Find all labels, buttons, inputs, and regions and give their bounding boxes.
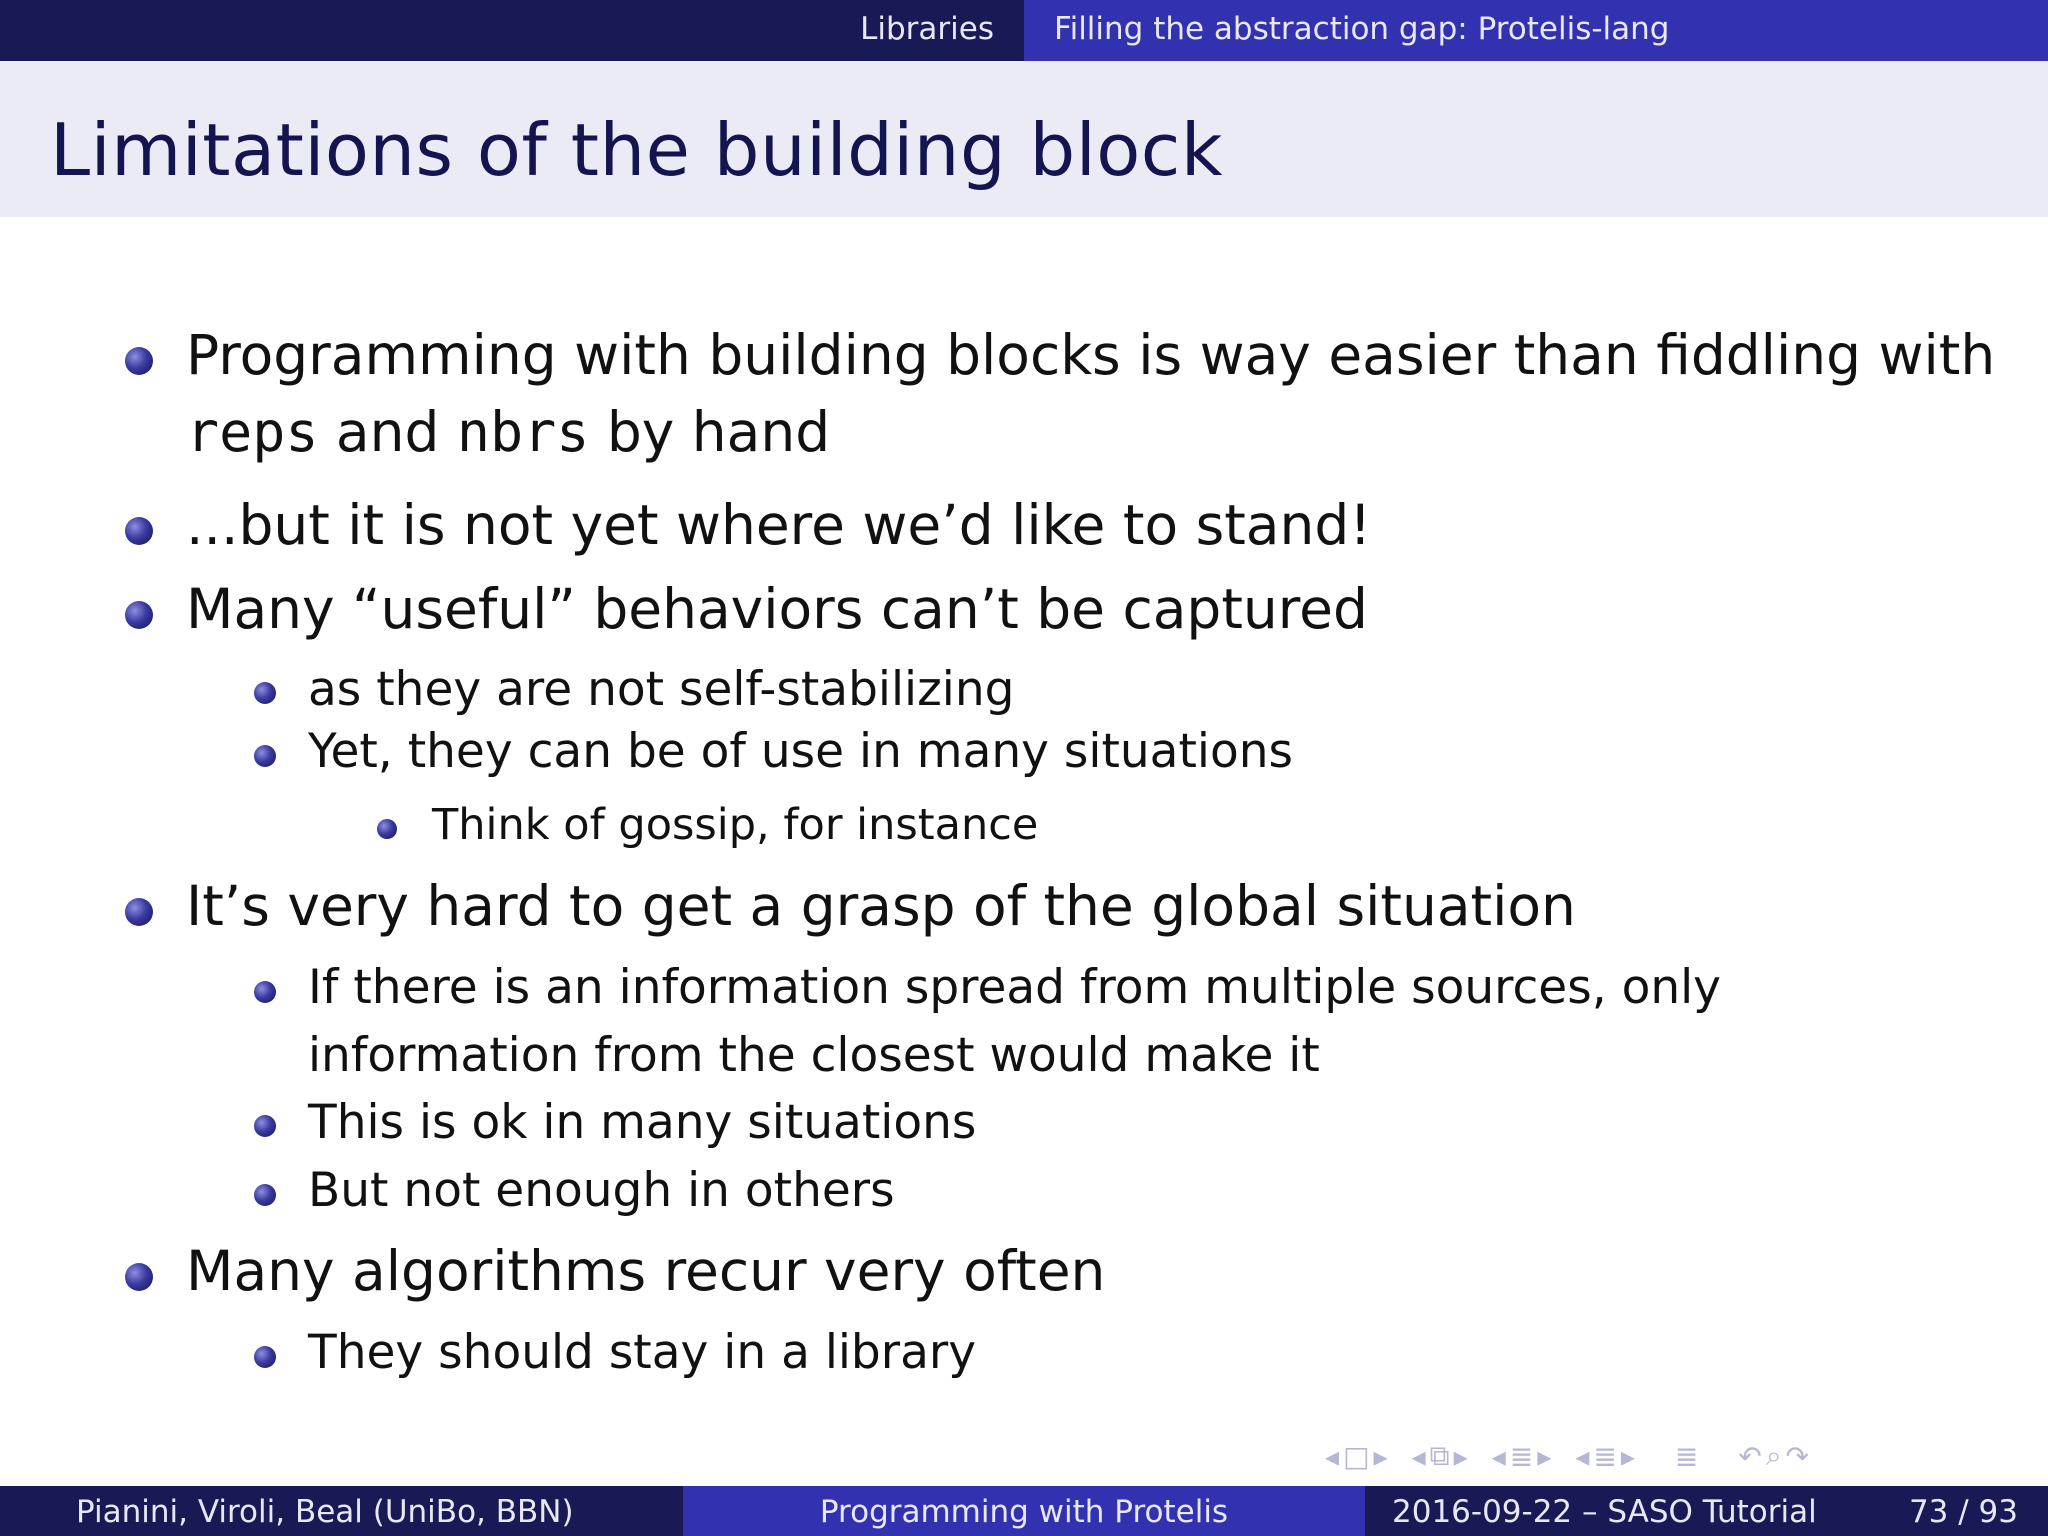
item-4-3: But not enough in others [308, 1163, 895, 1218]
section-prev-icon[interactable]: ◂ [1491, 1439, 1506, 1473]
bullet-5 [125, 1263, 153, 1291]
item-4-1-line-1: If there is an information spread from multiple sources, only [308, 960, 1721, 1015]
search-icon[interactable]: ⌕ [1765, 1439, 1782, 1472]
subsubsection-prev-icon[interactable]: ◂ [1575, 1439, 1590, 1473]
item-3-2: Yet, they can be of use in many situations [308, 724, 1294, 779]
footline-date: 2016-09-22 – SASO Tutorial [1392, 1494, 1817, 1530]
footline-date-box [1365, 1486, 2048, 1536]
bullet-3-1 [254, 682, 276, 704]
navigation-symbols [1325, 1440, 1813, 1472]
item-2: ...but it is not yet where we’d like to stand! [186, 493, 1372, 557]
footline-title-box [683, 1486, 1365, 1536]
subsection-icon[interactable]: ⧉ [1429, 1439, 1450, 1472]
subsubsection-icon[interactable]: ≣ [1593, 1439, 1617, 1473]
item-5-1: They should stay in a library [308, 1325, 977, 1380]
headline-section-link[interactable]: Libraries [860, 11, 994, 47]
outline-icon[interactable]: ≣ [1674, 1439, 1699, 1473]
subsubsection-next-icon[interactable]: ▸ [1620, 1439, 1635, 1473]
item-3: Many “useful” behaviors can’t be captured [186, 577, 1368, 641]
item-4-1-line-2: information from the closest would make it [308, 1028, 1320, 1083]
item-4-2: This is ok in many situations [308, 1095, 977, 1150]
footline-title: Programming with Protelis [819, 1494, 1229, 1530]
item-1-and: and [318, 400, 457, 464]
search-forward-icon[interactable]: ↷ [1785, 1439, 1809, 1473]
search-back-icon[interactable]: ↶ [1738, 1439, 1762, 1473]
item-1-line-2 [186, 400, 830, 464]
headline-subsection-link[interactable]: Filling the abstraction gap: Protelis-lang [1054, 11, 1670, 47]
bullet-3 [125, 601, 153, 629]
section-icon[interactable]: ≣ [1509, 1439, 1534, 1473]
item-3-2-1: Think of gossip, for instance [432, 800, 1039, 850]
bullet-3-2-1 [377, 819, 397, 839]
frame-title: Limitations of the building block [50, 108, 1224, 192]
section-next-icon[interactable]: ▸ [1537, 1439, 1552, 1473]
frame-icon[interactable]: □ [1343, 1439, 1370, 1473]
item-1-end: by hand [589, 400, 831, 464]
item-5: Many algorithms recur very often [186, 1239, 1106, 1303]
frame-prev-icon[interactable]: ◂ [1325, 1439, 1340, 1473]
bullet-4 [125, 898, 153, 926]
bullet-3-2 [254, 745, 276, 767]
item-4: It’s very hard to get a grasp of the global situation [186, 874, 1576, 938]
subsection-next-icon[interactable]: ▸ [1453, 1439, 1468, 1473]
bullet-1 [125, 347, 153, 375]
bullet-2 [125, 517, 153, 545]
item-1-line-1: Programming with building blocks is way easier than fiddling with [186, 323, 1996, 387]
frame-next-icon[interactable]: ▸ [1373, 1439, 1388, 1473]
footline-page-number: 73 / 93 [1908, 1494, 2018, 1530]
bullet-5-1 [254, 1346, 276, 1368]
subsection-prev-icon[interactable]: ◂ [1411, 1439, 1426, 1473]
footline-bar [0, 1486, 2048, 1536]
footline-authors-box [0, 1486, 683, 1536]
bullet-4-2 [254, 1115, 276, 1137]
footline-authors: Pianini, Viroli, Beal (UniBo, BBN) [76, 1494, 574, 1530]
item-3-1: as they are not self-stabilizing [308, 662, 1015, 717]
bullet-4-3 [254, 1184, 276, 1206]
code-nbrs: nbrs [456, 400, 590, 464]
bullet-4-1 [254, 981, 276, 1003]
code-reps: reps [186, 400, 319, 464]
